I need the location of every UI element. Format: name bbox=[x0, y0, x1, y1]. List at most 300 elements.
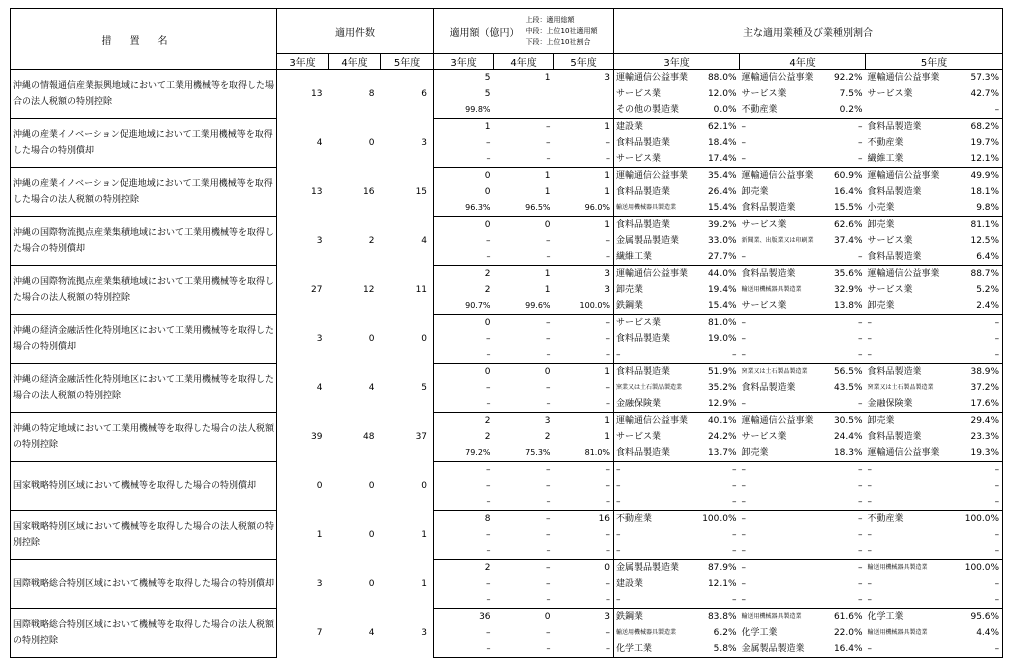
industry-share: – bbox=[954, 592, 1003, 609]
table-row bbox=[11, 266, 1003, 283]
amount-cell: – bbox=[434, 380, 494, 396]
measure-name: 国際戦略総合特別区域において機械等を取得した場合の特別償却 bbox=[11, 560, 277, 609]
industry-share: – bbox=[732, 481, 737, 491]
industry-name: – bbox=[740, 119, 828, 136]
amount-cell: – bbox=[554, 641, 614, 658]
industry-share: – bbox=[828, 151, 866, 168]
measure-name: 国家戦略特別区域において機械等を取得した場合の法人税額の特別控除 bbox=[11, 511, 277, 560]
industry-name: 繊維工業 bbox=[614, 249, 702, 266]
amount-cell: – bbox=[434, 462, 494, 479]
industry-name: 食料品製造業 bbox=[866, 249, 954, 266]
amount-cell: 99.8% bbox=[434, 102, 494, 119]
amount-year-4: 4年度 bbox=[494, 54, 554, 70]
industry-name: – bbox=[867, 481, 873, 491]
industry-name: 食料品製造業 bbox=[866, 119, 954, 136]
industry-share: – bbox=[828, 249, 866, 266]
amount-cell: 0 bbox=[434, 217, 494, 234]
amount-cell: 1 bbox=[554, 364, 614, 381]
industry-name: – bbox=[614, 592, 702, 609]
amount-cell: – bbox=[554, 592, 614, 609]
industry-name: 運輸通信公益事業 bbox=[866, 266, 954, 283]
amount-year-5: 5年度 bbox=[554, 54, 614, 70]
industry-share: 49.9% bbox=[954, 168, 1003, 185]
amount-cell: – bbox=[494, 641, 554, 658]
industry-share: 88.7% bbox=[954, 266, 1003, 283]
industry-share: – bbox=[858, 138, 863, 148]
amount-cell: – bbox=[434, 249, 494, 266]
amount-cell: 96.0% bbox=[554, 200, 614, 217]
industry-share: – bbox=[858, 579, 863, 589]
industry-name: サービス業 bbox=[867, 285, 913, 295]
industry-name: – bbox=[741, 334, 747, 344]
industry-share: 100.0% bbox=[702, 511, 740, 528]
industry-name: 食料品製造業 bbox=[614, 135, 702, 151]
industry-share: 60.9% bbox=[828, 168, 866, 185]
industry-share: 0.0% bbox=[702, 102, 740, 119]
industry-share: 12.1% bbox=[954, 151, 1003, 168]
industry-name: 繊維工業 bbox=[866, 151, 954, 168]
amount-cell: 2 bbox=[434, 266, 494, 283]
amount-cell: 5 bbox=[434, 86, 494, 102]
amount-cell: 2 bbox=[434, 413, 494, 430]
table-row bbox=[11, 315, 1003, 332]
industry-share: 12.0% bbox=[707, 89, 737, 99]
count-cell: 27 bbox=[277, 266, 329, 315]
industry-share: 68.2% bbox=[954, 119, 1003, 136]
amount-cell: 0 bbox=[434, 168, 494, 185]
table-row bbox=[11, 217, 1003, 234]
industry-share: 7.5% bbox=[839, 89, 863, 99]
amount-cell bbox=[554, 102, 614, 119]
amount-cell: 1 bbox=[554, 119, 614, 136]
industry-share: 37.2% bbox=[954, 380, 1003, 396]
count-cell: 8 bbox=[368, 89, 375, 100]
amount-cell: – bbox=[605, 138, 611, 148]
amount-cell: – bbox=[554, 347, 614, 364]
table-row bbox=[11, 364, 1003, 381]
industry-share: – bbox=[954, 543, 1003, 560]
count-cell: 0 bbox=[368, 530, 375, 540]
industry-share: 2.4% bbox=[954, 298, 1003, 315]
count-cell: 4 bbox=[277, 119, 329, 168]
industry-share: – bbox=[858, 334, 863, 344]
amount-cell: – bbox=[494, 315, 554, 332]
count-cell: 0 bbox=[368, 481, 375, 491]
amount-cell: 1 bbox=[544, 285, 551, 295]
count-cell: 7 bbox=[277, 609, 329, 658]
count-cell: 39 bbox=[277, 413, 329, 462]
industry-name: 不動産業 bbox=[740, 102, 828, 119]
industry-name: 食料品製造業 bbox=[866, 364, 954, 381]
industry-name: サービス業 bbox=[741, 89, 787, 99]
measure-name: 沖縄の産業イノベーション促進地域において工業用機械等を取得した場合の法人税額の特別控除 bbox=[11, 168, 277, 217]
amount-cell: 16 bbox=[554, 511, 614, 528]
amount-cell: 0 bbox=[494, 364, 554, 381]
measure-name: 国家戦略特別区域において機械等を取得した場合の特別償却 bbox=[11, 462, 277, 511]
amount-cell: – bbox=[605, 334, 611, 344]
amount-cell: 0 bbox=[434, 184, 494, 200]
amount-cell: 3 bbox=[554, 70, 614, 87]
industry-name: 食料品製造業 bbox=[867, 187, 922, 197]
industry-share: – bbox=[828, 315, 866, 332]
industry-name: – bbox=[740, 396, 828, 413]
count-cell: 4 bbox=[368, 383, 375, 393]
count-cell: 0 bbox=[421, 334, 428, 344]
amount-year-3: 3年度 bbox=[434, 54, 494, 70]
industry-name: 金融保険業 bbox=[614, 396, 702, 413]
industry-name: 食料品製造業 bbox=[740, 200, 828, 217]
amount-cell: 1 bbox=[604, 187, 611, 197]
industry-name: 建設業 bbox=[614, 576, 702, 592]
count-cell: 4 bbox=[421, 236, 428, 246]
amount-cell: – bbox=[546, 236, 551, 246]
measure-name: 沖縄の国際物流拠点産業集積地域において工業用機械等を取得した場合の法人税額の特別控除 bbox=[11, 266, 277, 315]
industry-share: 16.4% bbox=[833, 187, 863, 197]
count-cell: 2 bbox=[368, 236, 375, 246]
amount-cell: – bbox=[546, 334, 551, 344]
industry-name: 食料品製造業 bbox=[614, 184, 702, 200]
amount-cell: – bbox=[494, 151, 554, 168]
industry-share: 18.4% bbox=[707, 138, 737, 148]
amount-cell: – bbox=[434, 641, 494, 658]
amount-header-label: 適用額（億円） bbox=[449, 27, 520, 39]
industry-share: 35.2% bbox=[707, 383, 737, 393]
amount-cell: 0 bbox=[554, 560, 614, 577]
amount-cell: 90.7% bbox=[434, 298, 494, 315]
table-row bbox=[11, 560, 1003, 577]
industry-name: – bbox=[740, 511, 828, 528]
amount-cell: – bbox=[554, 151, 614, 168]
amount-cell: 36 bbox=[434, 609, 494, 626]
industry-share: 17.4% bbox=[702, 151, 740, 168]
industry-name: 新聞業、出版業又は印刷業 bbox=[741, 237, 814, 244]
industry-name: – bbox=[614, 462, 702, 479]
industry-name: 窯業又は土石製品製造業 bbox=[740, 364, 828, 381]
industry-share: – bbox=[858, 530, 863, 540]
industry-name: 金融保険業 bbox=[866, 396, 954, 413]
industry-name: 食料品製造業 bbox=[614, 445, 702, 462]
industry-name: – bbox=[741, 579, 747, 589]
industry-name: 化学工業 bbox=[866, 609, 954, 626]
industry-share: – bbox=[828, 119, 866, 136]
industry-name: – bbox=[614, 543, 702, 560]
industry-name: – bbox=[741, 481, 747, 491]
industry-share: – bbox=[954, 478, 1003, 494]
count-cell: 48 bbox=[363, 432, 375, 442]
industry-share: – bbox=[828, 543, 866, 560]
industry-header: 主な適用業種及び業種別割合 bbox=[614, 9, 1003, 54]
industry-name: 鉄鋼業 bbox=[614, 609, 702, 626]
industry-share: – bbox=[954, 494, 1003, 511]
amount-cell: 96.5% bbox=[494, 200, 554, 217]
industry-name: – bbox=[740, 315, 828, 332]
industry-name: 不動産業 bbox=[614, 511, 702, 528]
table-row bbox=[11, 511, 1003, 528]
count-cell: 0 bbox=[368, 579, 375, 589]
industry-share: 19.7% bbox=[954, 135, 1003, 151]
amount-cell: – bbox=[494, 560, 554, 577]
industry-name: – bbox=[740, 543, 828, 560]
industry-name: サービス業 bbox=[614, 315, 702, 332]
industry-name: 運輸通信公益事業 bbox=[614, 168, 702, 185]
amount-cell: – bbox=[434, 478, 494, 494]
amount-cell: – bbox=[494, 119, 554, 136]
industry-share: – bbox=[828, 347, 866, 364]
industry-name: サービス業 bbox=[614, 429, 702, 445]
industry-share: 56.5% bbox=[828, 364, 866, 381]
count-cell: 1 bbox=[421, 579, 428, 589]
count-cell: 1 bbox=[421, 530, 428, 540]
industry-name: 卸売業 bbox=[866, 217, 954, 234]
industry-name: サービス業 bbox=[740, 217, 828, 234]
industry-share: 35.6% bbox=[828, 266, 866, 283]
industry-share: 33.0% bbox=[707, 236, 737, 246]
industry-name: 食料品製造業 bbox=[614, 217, 702, 234]
industry-share: 12.5% bbox=[954, 233, 1003, 249]
industry-name: 不動産業 bbox=[866, 511, 954, 528]
count-cell: 15 bbox=[415, 187, 428, 197]
industry-share: 57.3% bbox=[954, 70, 1003, 87]
amount-cell: 3 bbox=[604, 285, 611, 295]
industry-share: – bbox=[702, 494, 740, 511]
industry-name: – bbox=[866, 494, 954, 511]
industry-share: 15.4% bbox=[702, 200, 740, 217]
industry-share: 40.1% bbox=[702, 413, 740, 430]
measure-header: 措置名 bbox=[11, 9, 277, 70]
count-cell: 13 bbox=[277, 70, 329, 119]
industry-name: – bbox=[740, 249, 828, 266]
industry-name: 化学工業 bbox=[741, 628, 778, 638]
amount-cell: 2 bbox=[434, 429, 494, 445]
industry-name: – bbox=[866, 315, 954, 332]
amount-cell: – bbox=[554, 494, 614, 511]
amount-cell: – bbox=[605, 236, 611, 246]
industry-name: 食料品製造業 bbox=[614, 364, 702, 381]
industry-name: サービス業 bbox=[867, 236, 913, 246]
industry-name: – bbox=[741, 530, 747, 540]
industry-name: 運輸通信公益事業 bbox=[740, 413, 828, 430]
amount-cell: 1 bbox=[554, 413, 614, 430]
count-cell: 16 bbox=[363, 187, 375, 197]
measure-name: 沖縄の経済金融活性化特別地区において工業用機械等を取得した場合の法人税額の特別控除 bbox=[11, 364, 277, 413]
industry-name: – bbox=[866, 462, 954, 479]
measure-name: 沖縄の経済金融活性化特別地区において工業用機械等を取得した場合の特別償却 bbox=[11, 315, 277, 364]
amount-cell: 99.6% bbox=[494, 298, 554, 315]
industry-year-5: 5年度 bbox=[866, 54, 1003, 70]
table-row bbox=[11, 168, 1003, 185]
industry-share: 30.5% bbox=[828, 413, 866, 430]
amount-cell: – bbox=[546, 383, 551, 393]
tax-measures-table bbox=[10, 8, 1003, 658]
industry-share: 100.0% bbox=[954, 560, 1003, 577]
count-cell: 1 bbox=[277, 511, 329, 560]
industry-share: 6.2% bbox=[713, 628, 737, 638]
industry-share: 43.5% bbox=[833, 383, 863, 393]
industry-name: 運輸通信公益事業 bbox=[614, 266, 702, 283]
industry-share: 32.9% bbox=[833, 285, 863, 295]
industry-name: – bbox=[867, 334, 873, 344]
table-row bbox=[11, 413, 1003, 430]
amount-cell: 5 bbox=[434, 70, 494, 87]
industry-share: 19.0% bbox=[707, 334, 737, 344]
amount-cell: – bbox=[494, 462, 554, 479]
industry-name: 食料品製造業 bbox=[867, 432, 922, 442]
industry-name: 運輸通信公益事業 bbox=[614, 413, 702, 430]
amount-cell: – bbox=[494, 347, 554, 364]
industry-share: – bbox=[828, 560, 866, 577]
amount-cell: – bbox=[546, 530, 551, 540]
industry-name: 不動産業 bbox=[867, 138, 904, 148]
count-cell: 3 bbox=[421, 138, 428, 148]
amount-cell: – bbox=[546, 579, 551, 589]
amount-cell: – bbox=[434, 625, 494, 641]
count-cell: 13 bbox=[277, 168, 329, 217]
amount-cell: – bbox=[546, 628, 551, 638]
industry-share: 23.3% bbox=[954, 429, 1003, 445]
industry-share: 16.4% bbox=[828, 641, 866, 658]
industry-share: 29.4% bbox=[954, 413, 1003, 430]
count-year-4: 4年度 bbox=[329, 54, 381, 70]
measure-name: 沖縄の情報通信産業振興地域において工業用機械等を取得した場合の法人税額の特別控除 bbox=[11, 70, 277, 119]
industry-share: 5.8% bbox=[702, 641, 740, 658]
industry-name: 窯業又は土石製品製造業 bbox=[614, 380, 702, 396]
table-row bbox=[11, 462, 1003, 479]
industry-share: 88.0% bbox=[702, 70, 740, 87]
industry-share: – bbox=[954, 347, 1003, 364]
industry-share: 4.4% bbox=[954, 625, 1003, 641]
industry-name: 小売業 bbox=[866, 200, 954, 217]
industry-share: 95.6% bbox=[954, 609, 1003, 626]
count-cell: 0 bbox=[421, 481, 428, 491]
amount-cell: 1 bbox=[434, 119, 494, 136]
count-cell: 5 bbox=[421, 383, 428, 393]
amount-cell: – bbox=[434, 347, 494, 364]
industry-share: 13.7% bbox=[702, 445, 740, 462]
amount-cell: – bbox=[605, 628, 611, 638]
industry-share: 24.4% bbox=[833, 432, 863, 442]
industry-share: 83.8% bbox=[702, 609, 740, 626]
count-cell: 4 bbox=[277, 364, 329, 413]
amount-cell: – bbox=[554, 543, 614, 560]
amount-cell: – bbox=[605, 579, 611, 589]
amount-cell: – bbox=[494, 543, 554, 560]
industry-share: – bbox=[954, 576, 1003, 592]
industry-year-4: 4年度 bbox=[740, 54, 866, 70]
industry-name: – bbox=[740, 151, 828, 168]
amount-cell: – bbox=[434, 576, 494, 592]
industry-name: – bbox=[867, 579, 873, 589]
industry-name: サービス業 bbox=[741, 432, 787, 442]
industry-name: 運輸通信公益事業 bbox=[866, 445, 954, 462]
industry-share: 9.8% bbox=[954, 200, 1003, 217]
industry-name: 卸売業 bbox=[866, 298, 954, 315]
count-cell: 37 bbox=[415, 432, 428, 442]
measure-name: 沖縄の特定地域において工業用機械等を取得した場合の法人税額の特別控除 bbox=[11, 413, 277, 462]
industry-share: – bbox=[828, 511, 866, 528]
count-year-3: 3年度 bbox=[277, 54, 329, 70]
amount-cell: 1 bbox=[494, 70, 554, 87]
industry-share: 24.2% bbox=[707, 432, 737, 442]
count-cell: 6 bbox=[421, 89, 428, 100]
industry-name: 卸売業 bbox=[740, 445, 828, 462]
industry-name: 金属製品製造業 bbox=[740, 641, 828, 658]
industry-share: 42.7% bbox=[954, 86, 1003, 102]
industry-name: – bbox=[740, 494, 828, 511]
industry-share: 26.4% bbox=[707, 187, 737, 197]
industry-name: 化学工業 bbox=[614, 641, 702, 658]
industry-year-3: 3年度 bbox=[614, 54, 740, 70]
industry-share: – bbox=[702, 543, 740, 560]
amount-cell: 2 bbox=[434, 560, 494, 577]
industry-name: – bbox=[740, 347, 828, 364]
measure-name: 沖縄の国際物流拠点産業集積地域において工業用機械等を取得した場合の特別償却 bbox=[11, 217, 277, 266]
industry-share: – bbox=[954, 102, 1003, 119]
amount-cell: 0 bbox=[434, 364, 494, 381]
amount-cell: 3 bbox=[554, 609, 614, 626]
industry-share: 5.2% bbox=[954, 282, 1003, 298]
measure-name: 沖縄の産業イノベーション促進地域において工業用機械等を取得した場合の特別償却 bbox=[11, 119, 277, 168]
industry-name: 卸売業 bbox=[614, 282, 702, 298]
count-cell: 3 bbox=[277, 217, 329, 266]
industry-share: – bbox=[828, 396, 866, 413]
industry-share: – bbox=[702, 462, 740, 479]
industry-name: – bbox=[866, 347, 954, 364]
industry-name: – bbox=[740, 560, 828, 577]
amount-note-mid: 中段：上位10社適用額 bbox=[525, 26, 598, 35]
industry-share: 18.1% bbox=[954, 184, 1003, 200]
amount-cell: 3 bbox=[554, 266, 614, 283]
amount-cell: 1 bbox=[554, 168, 614, 185]
industry-share: 62.6% bbox=[828, 217, 866, 234]
amount-cell: 1 bbox=[604, 432, 611, 442]
industry-share: 100.0% bbox=[954, 511, 1003, 528]
industry-share: 35.4% bbox=[702, 168, 740, 185]
industry-name: サービス業 bbox=[867, 89, 913, 99]
industry-share: 81.1% bbox=[954, 217, 1003, 234]
count-header: 適用件数 bbox=[277, 9, 434, 54]
amount-cell: – bbox=[434, 331, 494, 347]
industry-share: 15.5% bbox=[828, 200, 866, 217]
industry-share: 18.3% bbox=[828, 445, 866, 462]
industry-share: – bbox=[954, 331, 1003, 347]
amount-cell: 81.0% bbox=[554, 445, 614, 462]
industry-name: 運輸通信公益事業 bbox=[866, 70, 954, 87]
industry-name: 輸送用機械器具製造業 bbox=[867, 629, 928, 636]
industry-share: – bbox=[732, 530, 737, 540]
industry-name: 卸売業 bbox=[741, 187, 769, 197]
industry-name: – bbox=[614, 478, 702, 494]
count-cell: 11 bbox=[415, 285, 428, 295]
count-cell: 4 bbox=[368, 628, 375, 638]
industry-share: – bbox=[702, 347, 740, 364]
amount-cell: 1 bbox=[544, 187, 551, 197]
industry-share: – bbox=[702, 592, 740, 609]
industry-name: – bbox=[740, 462, 828, 479]
industry-share: 38.9% bbox=[954, 364, 1003, 381]
amount-cell: – bbox=[434, 396, 494, 413]
amount-cell: 2 bbox=[544, 432, 551, 442]
amount-cell: 8 bbox=[434, 511, 494, 528]
industry-name: – bbox=[866, 543, 954, 560]
industry-share: 39.2% bbox=[702, 217, 740, 234]
amount-cell: 1 bbox=[494, 168, 554, 185]
industry-name: 運輸通信公益事業 bbox=[866, 168, 954, 185]
industry-name: 輸送用機械器具製造業 bbox=[614, 200, 702, 217]
industry-name: – bbox=[866, 592, 954, 609]
industry-name: – bbox=[866, 641, 954, 658]
amount-cell: – bbox=[605, 481, 611, 491]
industry-share: 51.9% bbox=[702, 364, 740, 381]
